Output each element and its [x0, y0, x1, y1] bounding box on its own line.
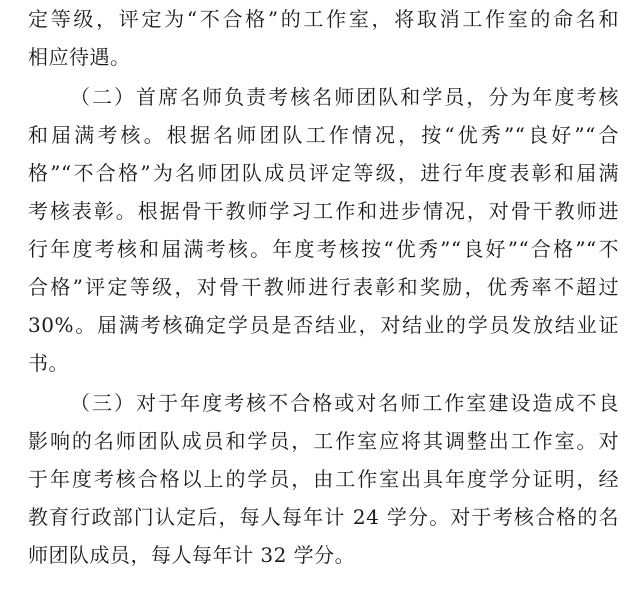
text-line: 行年度考核和届满考核。年度考核按“优秀”“良好”“合格”“不 — [28, 237, 619, 261]
paragraph-first-line: （二）首席名师负责考核名师团队和学员，分为年度考核 — [70, 85, 619, 109]
text-line: 考核表彰。根据骨干教师学习工作和进步情况，对骨干教师进 — [28, 199, 619, 223]
text-line: 相应待遇。 — [28, 45, 131, 69]
text-line: 定等级，评定为“不合格”的工作室，将取消工作室的命名和 — [28, 7, 619, 31]
text-line: 书。 — [28, 351, 69, 375]
text-line: 和届满考核。根据名师团队工作情况，按“优秀”“良好”“合 — [28, 123, 619, 147]
paragraph-first-line: （三）对于年度考核不合格或对名师工作室建设造成不良 — [70, 391, 619, 415]
text-line: 师团队成员，每人每年计 32 学分。 — [28, 543, 356, 567]
text-line: 格”“不合格”为名师团队成员评定等级，进行年度表彰和届满 — [28, 161, 619, 185]
text-line: 合格”评定等级，对骨干教师进行表彰和奖励，优秀率不超过 — [28, 275, 619, 299]
text-line: 教育行政部门认定后，每人每年计 24 学分。对于考核合格的名 — [28, 505, 619, 529]
text-line: 影响的名师团队成员和学员，工作室应将其调整出工作室。对 — [28, 429, 619, 453]
text-line: 30%。届满考核确定学员是否结业，对结业的学员发放结业证 — [28, 313, 619, 337]
text-line: 于年度考核合格以上的学员，由工作室出具年度学分证明，经 — [28, 467, 619, 491]
